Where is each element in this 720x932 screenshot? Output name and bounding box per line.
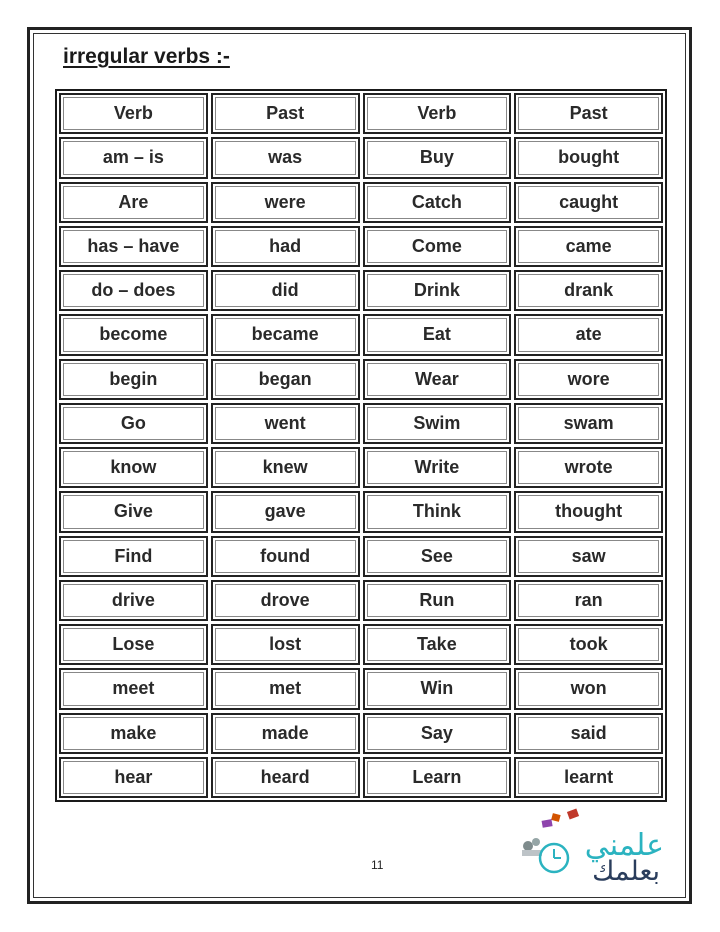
table-cell: know — [59, 447, 208, 488]
table-cell: did — [211, 270, 360, 311]
table-cell: wore — [514, 359, 663, 400]
table-header-cell: Past — [211, 93, 360, 134]
verbs-table — [55, 89, 667, 802]
table-cell: went — [211, 403, 360, 444]
table-cell: meet — [59, 668, 208, 709]
table-header-cell: Past — [514, 93, 663, 134]
table-cell: Write — [363, 447, 512, 488]
table-cell: drive — [59, 580, 208, 621]
table-cell: thought — [514, 491, 663, 532]
table-cell: hear — [59, 757, 208, 798]
table-cell: Wear — [363, 359, 512, 400]
table-cell: Swim — [363, 403, 512, 444]
table-cell: met — [211, 668, 360, 709]
table-cell: become — [59, 314, 208, 355]
table-cell: Drink — [363, 270, 512, 311]
table-cell: Say — [363, 713, 512, 754]
table-cell: Find — [59, 536, 208, 577]
table-cell: found — [211, 536, 360, 577]
table-cell: was — [211, 137, 360, 178]
table-cell: begin — [59, 359, 208, 400]
table-cell: knew — [211, 447, 360, 488]
table-cell: Run — [363, 580, 512, 621]
table-cell: Give — [59, 491, 208, 532]
table-header-cell: Verb — [363, 93, 512, 134]
table-cell: became — [211, 314, 360, 355]
table-cell: do – does — [59, 270, 208, 311]
table-cell: am – is — [59, 137, 208, 178]
table-cell: has – have — [59, 226, 208, 267]
table-header-cell: Verb — [59, 93, 208, 134]
table-cell: began — [211, 359, 360, 400]
table-cell: bought — [514, 137, 663, 178]
table-cell: learnt — [514, 757, 663, 798]
page-number: 11 — [371, 858, 384, 872]
table-cell: said — [514, 713, 663, 754]
table-cell: Lose — [59, 624, 208, 665]
logo-text-line2: بعلمك — [592, 856, 660, 887]
table-cell: Take — [363, 624, 512, 665]
table-cell: came — [514, 226, 663, 267]
table-cell: Go — [59, 403, 208, 444]
table-cell: gave — [211, 491, 360, 532]
table-cell: Buy — [363, 137, 512, 178]
table-cell: swam — [514, 403, 663, 444]
table-cell: Learn — [363, 757, 512, 798]
table-cell: wrote — [514, 447, 663, 488]
table-cell: drove — [211, 580, 360, 621]
table-cell: Think — [363, 491, 512, 532]
table-cell: Eat — [363, 314, 512, 355]
table-cell: Come — [363, 226, 512, 267]
verbs-table-grid — [59, 93, 663, 798]
table-cell: took — [514, 624, 663, 665]
table-cell: had — [211, 226, 360, 267]
table-cell: Are — [59, 182, 208, 223]
table-cell: ran — [514, 580, 663, 621]
table-cell: Win — [363, 668, 512, 709]
table-cell: See — [363, 536, 512, 577]
table-cell: lost — [211, 624, 360, 665]
table-cell: Catch — [363, 182, 512, 223]
table-cell: saw — [514, 536, 663, 577]
table-cell: ate — [514, 314, 663, 355]
table-cell: won — [514, 668, 663, 709]
table-cell: heard — [211, 757, 360, 798]
brand-logo — [512, 806, 672, 888]
table-cell: caught — [514, 182, 663, 223]
logo-text-line1: علمني — [584, 828, 664, 863]
table-cell: made — [211, 713, 360, 754]
table-cell: make — [59, 713, 208, 754]
page-title: irregular verbs :- — [63, 45, 230, 68]
table-cell: drank — [514, 270, 663, 311]
table-cell: were — [211, 182, 360, 223]
